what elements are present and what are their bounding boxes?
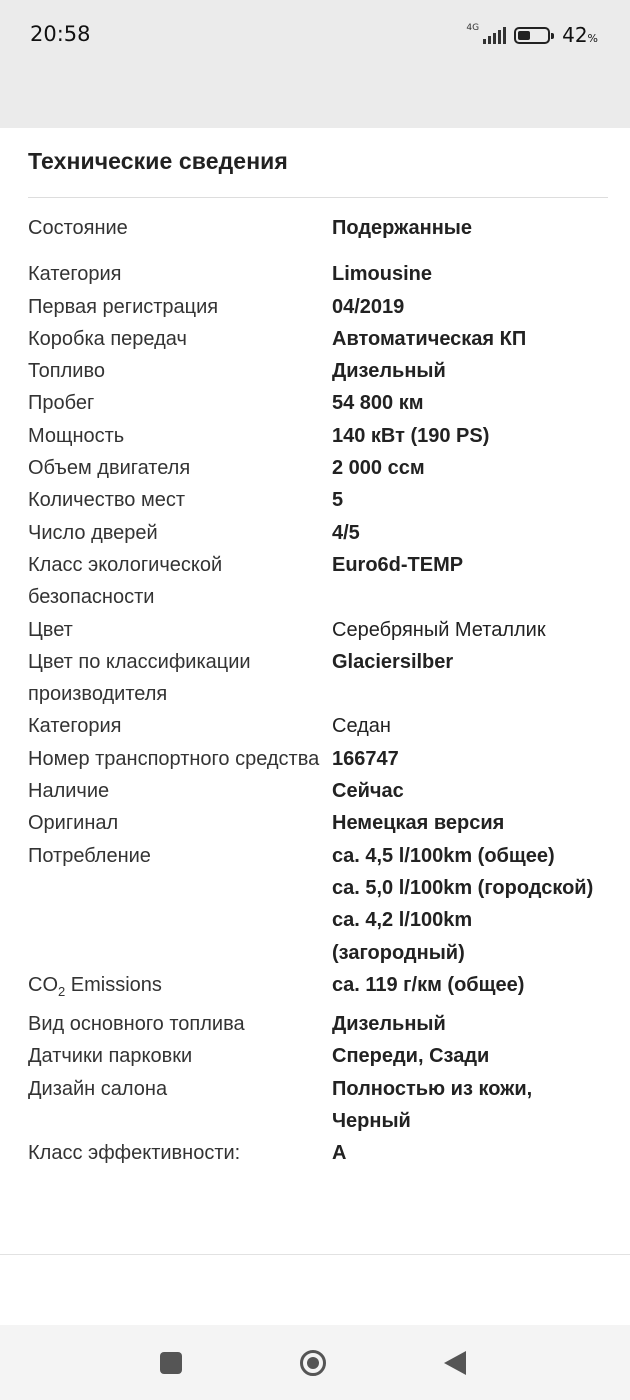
spec-value: 140 кВт (190 PS) xyxy=(332,424,490,447)
spec-row xyxy=(28,969,608,1008)
spec-label: Дизайн салона xyxy=(28,1077,168,1100)
spec-label: Число дверей xyxy=(28,521,158,544)
spec-row xyxy=(28,212,608,258)
home-button[interactable] xyxy=(295,1345,331,1381)
spec-table xyxy=(28,212,608,1170)
square-icon xyxy=(160,1352,182,1374)
spec-row xyxy=(28,614,608,646)
spec-row xyxy=(28,807,608,839)
spec-row xyxy=(28,387,608,419)
title-divider xyxy=(28,197,608,198)
spec-label: Цвет по классификации производителя xyxy=(28,650,251,706)
spec-row xyxy=(28,1137,608,1169)
consumption-line: ca. 5,0 l/100km (городской) xyxy=(332,876,594,899)
spec-label: Категория xyxy=(28,715,122,738)
status-time: 20:58 xyxy=(30,22,91,46)
battery-percent: 42% xyxy=(562,23,598,47)
spec-label: Коробка передач xyxy=(28,327,187,350)
spec-label-prefix: CO xyxy=(28,973,58,996)
spec-value: Седан xyxy=(332,715,391,738)
spec-value: 4/5 xyxy=(332,521,360,544)
spec-label-subscript: 2 xyxy=(58,983,66,999)
spec-row xyxy=(28,420,608,452)
spec-value: Limousine xyxy=(332,263,433,286)
spec-label: Мощность xyxy=(28,424,125,447)
spec-row xyxy=(28,323,608,355)
spec-value: A xyxy=(332,1142,347,1165)
spec-label: Категория xyxy=(28,263,122,286)
bottom-area xyxy=(0,1255,630,1325)
spec-row xyxy=(28,710,608,742)
spec-row xyxy=(28,355,608,387)
circle-home-icon xyxy=(300,1350,326,1376)
spec-value: Спереди, Сзади xyxy=(332,1045,490,1068)
spec-label: Цвет xyxy=(28,618,73,641)
network-type: 4G xyxy=(466,23,480,33)
spec-label: Датчики парковки xyxy=(28,1045,193,1068)
spec-value: 04/2019 xyxy=(332,295,405,318)
section-title: Технические сведения xyxy=(28,148,288,174)
spec-label: Состояние xyxy=(28,217,128,239)
spec-row xyxy=(28,549,608,614)
spec-label: Количество мест xyxy=(28,489,185,512)
spec-label: Объем двигателя xyxy=(28,457,191,480)
recent-apps-button[interactable] xyxy=(153,1345,189,1381)
spec-label: Пробег xyxy=(28,392,95,415)
spec-value: 5 xyxy=(332,489,344,512)
spec-value: Полностью из кожи, Черный xyxy=(332,1077,533,1133)
navigation-bar xyxy=(0,1325,630,1400)
spec-value: Сейчас xyxy=(332,780,404,803)
technical-details-section xyxy=(0,128,630,1254)
spec-label: Потребление xyxy=(28,844,151,867)
battery-icon xyxy=(514,27,550,44)
spec-row xyxy=(28,291,608,323)
spec-row xyxy=(28,646,608,711)
spec-label-suffix: Emissions xyxy=(65,973,162,996)
spec-label: Первая регистрация xyxy=(28,295,219,318)
status-icons xyxy=(466,23,598,47)
spec-row xyxy=(28,452,608,484)
spec-value: Автоматическая КП xyxy=(332,327,527,350)
triangle-back-icon xyxy=(444,1351,466,1375)
spec-value: Glaciersilber xyxy=(332,650,454,673)
spec-value: Дизельный xyxy=(332,1013,446,1036)
spec-label: Оригинал xyxy=(28,812,119,835)
spec-row xyxy=(28,743,608,775)
consumption-line: ca. 4,5 l/100km (общее) xyxy=(332,844,555,867)
spec-value: Немецкая версия xyxy=(332,812,505,835)
status-bar xyxy=(0,0,630,60)
spec-label: Класс эффективности: xyxy=(28,1142,241,1165)
signal-icon xyxy=(483,26,506,44)
consumption-line: ca. 4,2 l/100km (загородный) xyxy=(332,909,473,964)
spec-value: Серебряный Металлик xyxy=(332,618,546,641)
spec-row xyxy=(28,840,608,969)
spec-value: Euro6d-TEMP xyxy=(332,553,464,576)
page-header-band xyxy=(0,60,630,128)
spec-row xyxy=(28,1073,608,1138)
back-button[interactable] xyxy=(437,1345,473,1381)
spec-label: Номер транспортного средства xyxy=(28,747,320,770)
spec-value xyxy=(332,840,608,969)
spec-label xyxy=(28,969,332,1008)
spec-row xyxy=(28,484,608,516)
spec-row xyxy=(28,775,608,807)
spec-label: Класс экологической безопасности xyxy=(28,553,223,609)
spec-value: 166747 xyxy=(332,747,399,770)
spec-label: Вид основного топлива xyxy=(28,1013,245,1036)
spec-row xyxy=(28,1008,608,1040)
battery-fill xyxy=(518,31,530,40)
spec-value: Подержанные xyxy=(332,217,473,239)
spec-value: ca. 119 г/км (общее) xyxy=(332,973,525,996)
spec-label: Топливо xyxy=(28,360,105,383)
spec-row xyxy=(28,1040,608,1072)
spec-label: Наличие xyxy=(28,780,110,803)
spec-value: 54 800 км xyxy=(332,392,424,415)
spec-value: Дизельный xyxy=(332,360,446,383)
spec-row xyxy=(28,258,608,290)
spec-value: 2 000 ccм xyxy=(332,457,425,480)
spec-row xyxy=(28,517,608,549)
